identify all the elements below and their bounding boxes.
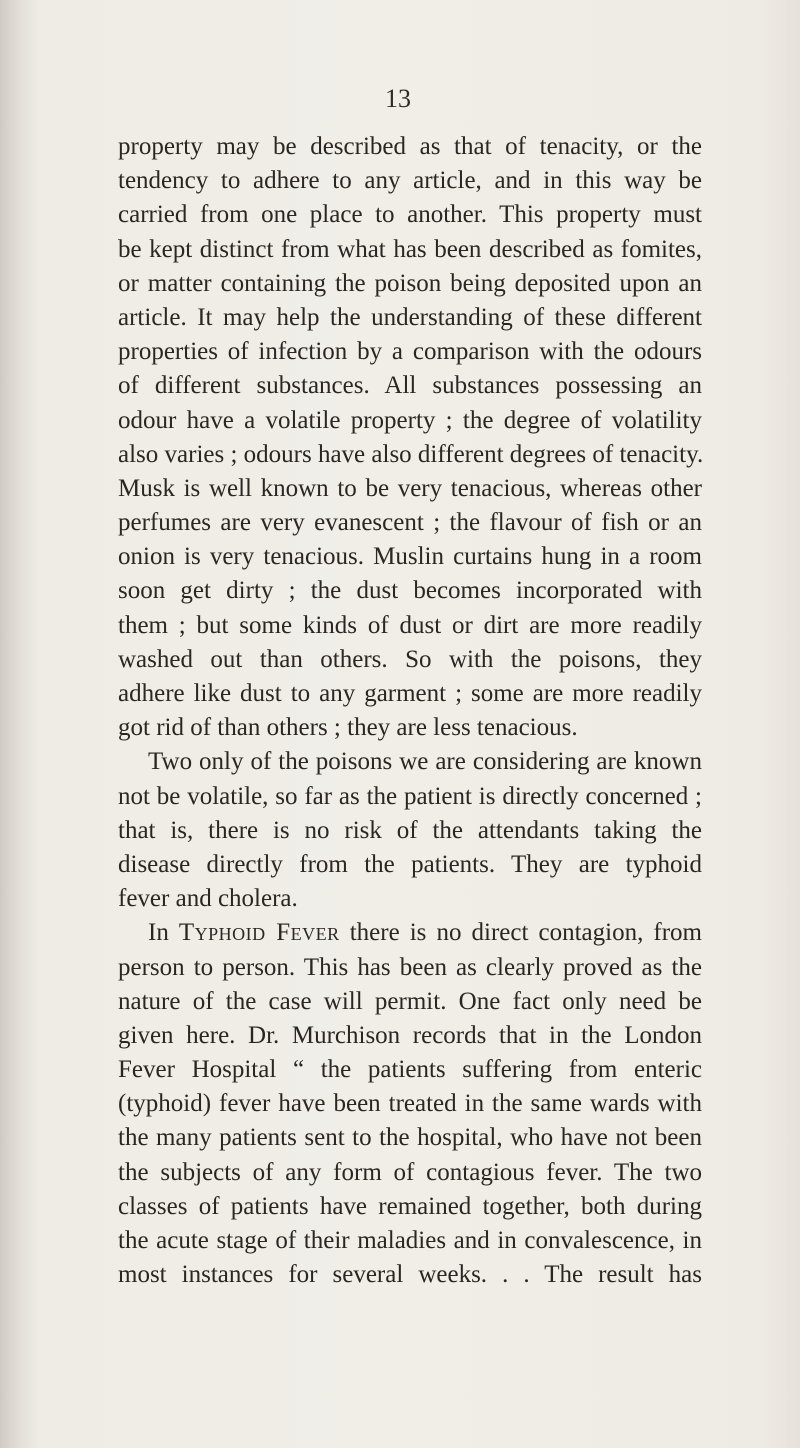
text-line: Fever Hospital “ the patients suffering from enteric bbox=[118, 1056, 702, 1084]
text-line: nature of the case will permit. One fact only need be bbox=[118, 987, 702, 1015]
text-line: odour have a volatile property ; the degree of volatility bbox=[118, 406, 702, 434]
text-line: properties of infection by a comparison with the odours bbox=[118, 338, 702, 366]
text-line: got rid of than others ; they are less tenacious. bbox=[118, 714, 578, 742]
text-line: the acute stage of their maladies and in convalescence, in bbox=[118, 1227, 702, 1254]
text-line: be kept distinct from what has been described as fomites, bbox=[118, 235, 702, 263]
text-line: perfumes are very evanescent ; the flavour of fish or an bbox=[118, 509, 702, 537]
page-number: 13 bbox=[385, 84, 411, 113]
text-line: the subjects of any form of contagious fever. The two bbox=[118, 1158, 702, 1186]
text-line: or matter containing the poison being deposited upon an bbox=[118, 269, 702, 297]
text-line: most instances for several weeks. . . The result has bbox=[118, 1261, 702, 1289]
text-line: Musk is well known to be very tenacious, whereas other bbox=[118, 474, 702, 502]
text-line: not be volatile, so far as the patient is directly concerned ; bbox=[118, 782, 702, 810]
text-line: Two only of the poisons we are considering are known bbox=[148, 748, 702, 776]
text-line: fever and cholera. bbox=[118, 885, 298, 913]
text-line: onion is very tenacious. Muslin curtains hung in a room bbox=[118, 543, 702, 571]
text-line: property may be described as that of tenacity, or the bbox=[118, 133, 702, 160]
text-line: of different substances. All substances possessing an bbox=[118, 372, 702, 400]
text-line: given here. Dr. Murchison records that in the London bbox=[118, 1021, 702, 1049]
text-segment: there is no direct contagion, from bbox=[339, 919, 703, 947]
text-line: soon get dirty ; the dust becomes incorporated with bbox=[118, 577, 702, 605]
text-line: the many patients sent to the hospital, who have not been bbox=[118, 1124, 702, 1152]
text-line: washed out than others. So with the poisons, they bbox=[118, 645, 702, 673]
text-line: disease directly from the patients. They are typhoid bbox=[118, 850, 702, 878]
text-segment: In bbox=[148, 919, 179, 947]
body-text bbox=[118, 130, 702, 1292]
section-heading-inline: Typhoid Fever bbox=[178, 919, 340, 947]
text-line: carried from one place to another. This property must bbox=[118, 201, 702, 229]
text-line: tendency to adhere to any article, and in this way be bbox=[118, 167, 702, 195]
text-line: adhere like dust to any garment ; some are more readily bbox=[118, 680, 702, 707]
text-line: classes of patients have remained together, both during bbox=[118, 1192, 702, 1220]
text-line: person to person. This has been as clearly proved as the bbox=[118, 953, 702, 981]
text-line: also varies ; odours have also different degrees of tenacity. bbox=[118, 440, 704, 468]
text-line: (typhoid) fever have been treated in the same wards with bbox=[118, 1090, 702, 1118]
text-line: that is, there is no risk of the attendants taking the bbox=[118, 816, 702, 844]
text-line bbox=[118, 916, 702, 950]
text-line: them ; but some kinds of dust or dirt are more readily bbox=[118, 611, 702, 639]
text-line: article. It may help the understanding of these different bbox=[118, 303, 702, 331]
